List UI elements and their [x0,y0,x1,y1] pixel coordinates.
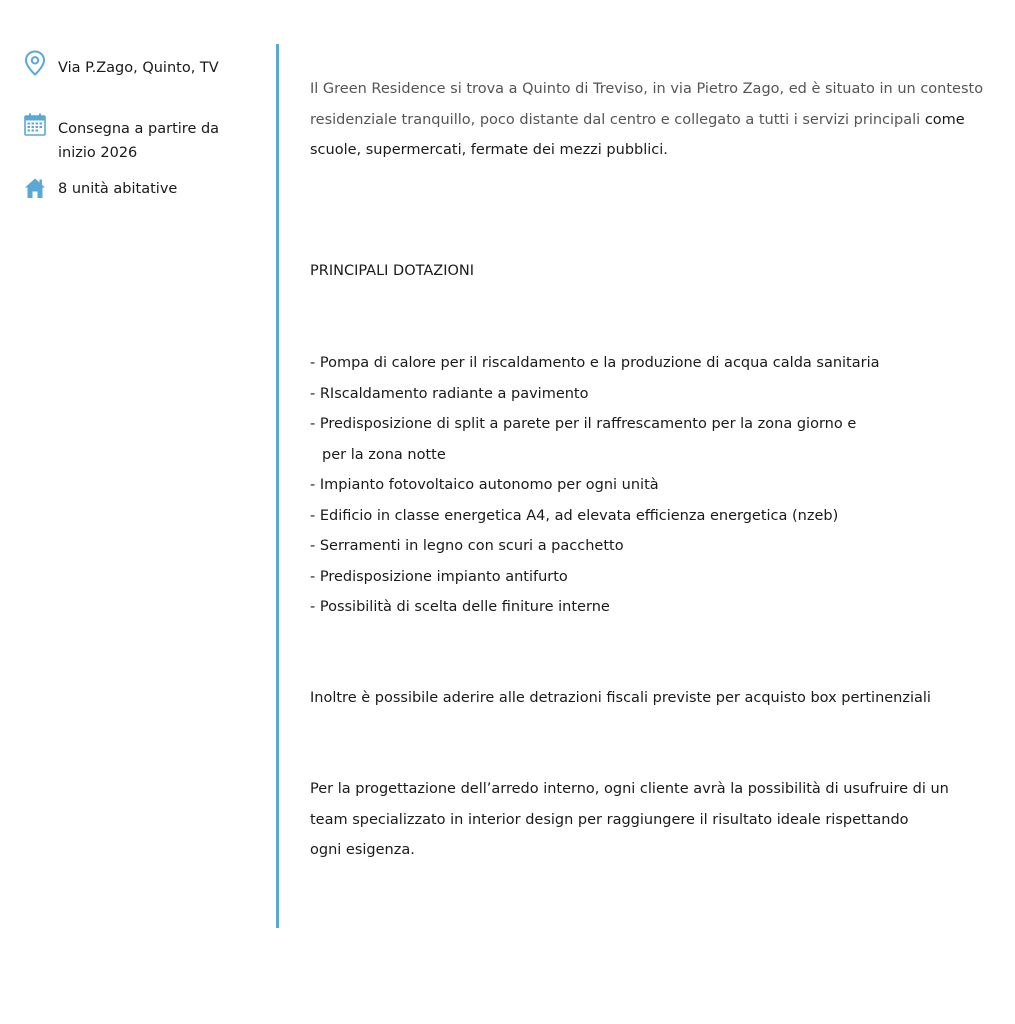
intro-text: Il Green Residence si trova a Quinto di Treviso, in via Pietro Zago, ed è situato in un contesto residenziale tranquillo, poco distante dal centro e collegato a tutti i servizi principali [310,81,984,128]
intro-text-services: come scuole, supermercati, fermate dei mezzi pubblici. [310,111,965,158]
features-heading: PRINCIPALI DOTAZIONI [310,263,475,279]
design-line: team specializzato in interior design per raggiungere il risultato ideale rispettando [310,811,909,828]
tax-note: Inoltre è possibile aderire alle detrazioni fiscali previste per acquisto box pertinenziali [310,690,931,706]
units-text: 8 unità abitative [58,181,178,197]
map-pin-icon [24,50,46,74]
delivery-item [24,113,219,165]
location-text: Via P.Zago, Quinto, TV [58,60,219,76]
units-item [24,176,177,201]
list-item-continuation: per la zona notte [322,446,446,463]
list-item: - Edificio in classe energetica A4, ad elevata efficienza energetica (nzeb) [310,507,839,524]
list-item: - Pompa di calore per il riscaldamento e la produzione di acqua calda sanitaria [310,355,880,371]
list-item: - Impianto fotovoltaico autonomo per ogni unità [310,477,659,493]
calendar-icon [24,113,46,137]
list-item: - Predisposizione impianto antifurto [310,568,568,585]
list-item: - RIscaldamento radiante a pavimento [310,385,589,402]
delivery-text: Consegna a partire da inizio 2026 [58,121,220,161]
list-item: - Possibilità di scelta delle finiture interne [310,599,610,615]
list-item: - Predisposizione di split a parete per il raffrescamento per la zona giorno e [310,416,857,432]
location-item [24,50,219,80]
house-icon [24,176,46,200]
intro-paragraph [310,74,1000,166]
list-item: - Serramenti in legno con scuri a pacchetto [310,538,624,554]
vertical-divider [276,44,279,928]
design-line: ogni esigenza. [310,842,415,858]
design-line: Per la progettazione dell’arredo interno, ogni cliente avrà la possibilità di usufruire di un [310,781,949,797]
design-paragraph [310,774,1000,866]
features-list [310,348,1000,623]
